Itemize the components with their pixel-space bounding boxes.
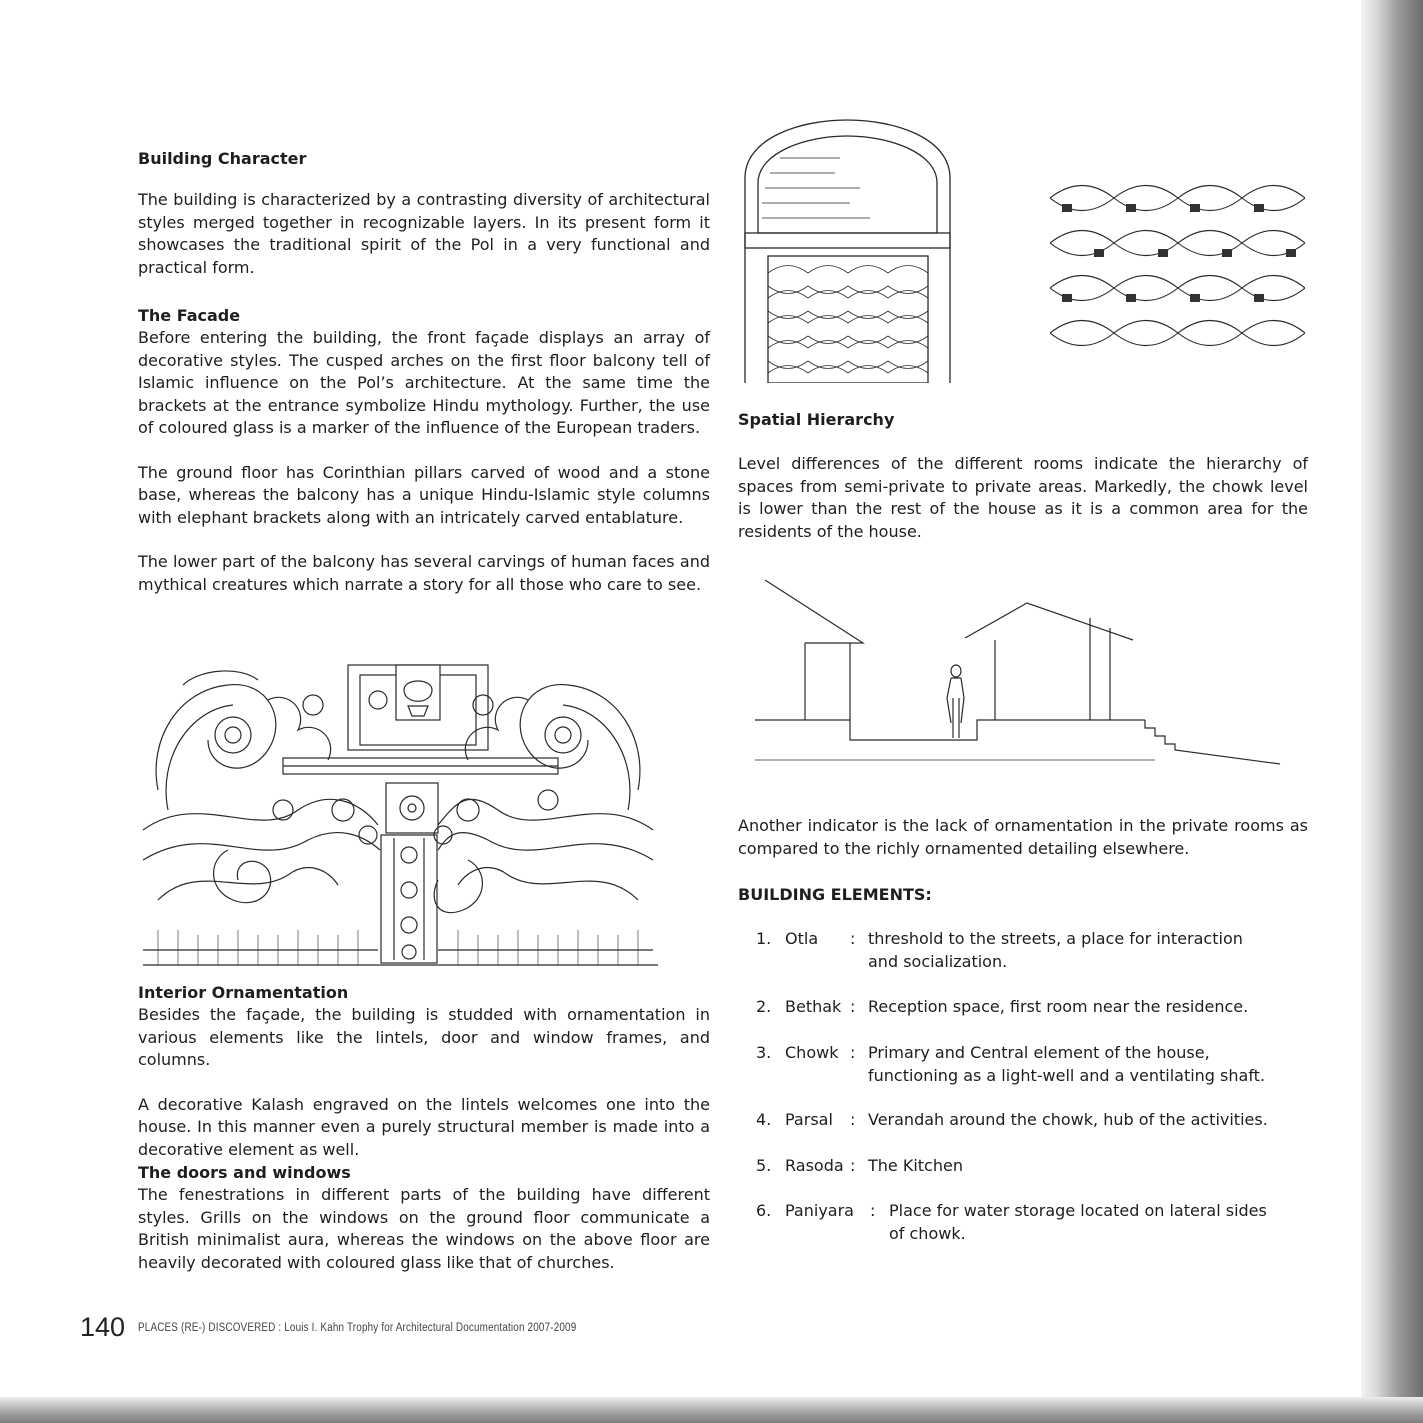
element-description-cont: of chowk. [889,1223,966,1243]
element-name: Paniyara [785,1201,854,1220]
doors-windows-section [138,1162,710,1274]
element-description: Place for water storage located on lateral sides [889,1201,1267,1220]
doors-heading: The doors and windows [138,1163,351,1182]
element-description: threshold to the streets, a place for interaction [868,929,1243,948]
element-description-cont: and socialization. [868,951,1008,971]
page-number: 140 [80,1312,126,1342]
element-separator: : [850,997,856,1016]
element-separator: : [870,1201,876,1220]
element-separator: : [850,1043,856,1062]
element-separator: : [850,1110,856,1129]
facade-paragraph-1: Before entering the building, the front façade displays an array of decorative styles. The cusped arches on the first floor balcony tell of Islamic influence on the Pol’s architecture. At the same time the brackets at the entrance symbolize Hindu mythology. Further, the use of coloured glass is a marker of the influence of the European traders. [138,328,710,437]
element-number: 6. [756,1201,772,1220]
interior-paragraph-2: A decorative Kalash engraved on the lintels welcomes one into the house. In this manner even a purely structural member is made into a decorative element as well. [138,1094,710,1159]
doors-paragraph: The fenestrations in different parts of the building have different styles. Grills on the windows on the ground floor communicate a British minimalist aura, whereas the windows on the above floor are heavily decorated with coloured glass like that of churches. [138,1185,710,1272]
facade-paragraph-2: The ground floor has Corinthian pillars carved of wood and a stone base, whereas the balcony has a unique Hindu-Islamic style columns with elephant brackets along with an intricately carved entablature. [138,462,710,527]
section-elevation-drawing [755,578,1285,783]
interior-paragraph-1: Besides the façade, the building is studded with ornamentation in various elements like the lintels, door and window frames, and columns. [138,1005,710,1069]
building-elements-heading: BUILDING ELEMENTS: [738,885,932,904]
interior-ornamentation-section [138,982,710,1161]
interior-heading: Interior Ornamentation [138,983,349,1002]
facade-heading: The Facade [138,306,241,325]
running-footer: PLACES (RE-) DISCOVERED : Louis I. Kahn Trophy for Architectural Documentation 2007-2009 [138,1322,577,1334]
building-character-text: The building is characterized by a contrasting diversity of architectural styles merged together in recognizable layers. In its present form it showcases the traditional spirit of the Pol in a very functional and practical form. [138,190,710,277]
spatial-paragraph-2: Another indicator is the lack of ornamentation in the private rooms as compared to the richly ornamented detailing elsewhere. [738,816,1308,858]
element-number: 1. [756,929,772,948]
spatial-paragraph-1: Level differences of the different rooms indicate the hierarchy of spaces from semi-private to private areas. Markedly, the chowk level is lower than the rest of the house as it is a common area for the residents of the house. [738,454,1308,541]
book-bottom-edge [0,1397,1423,1423]
element-number: 2. [756,997,772,1016]
building-elements-heading-wrap [738,884,1308,906]
ornamentation-indicator-section [738,815,1308,860]
element-name: Parsal [785,1110,833,1129]
facade-paragraph-3: The lower part of the balcony has several carvings of human faces and mythical creatures which narrate a story for all those who care to see. [138,552,710,594]
element-name: Rasoda [785,1156,844,1175]
building-character-section [138,148,710,279]
element-name: Chowk [785,1043,839,1062]
spatial-hierarchy-section [738,409,1308,543]
balcony-ornament-drawing [138,660,658,970]
element-separator: : [850,929,856,948]
element-name: Otla [785,929,819,948]
element-description: Reception space, first room near the residence. [868,997,1249,1016]
book-gutter-shadow [1361,0,1423,1423]
element-number: 5. [756,1156,772,1175]
building-character-heading: Building Character [138,149,307,168]
lattice-pattern-drawing [1050,178,1305,358]
spatial-heading: Spatial Hierarchy [738,410,895,429]
element-number: 4. [756,1110,772,1129]
element-description: The Kitchen [868,1156,963,1175]
element-description: Verandah around the chowk, hub of the activities. [868,1110,1268,1129]
element-description-cont: functioning as a light-well and a ventilating shaft. [868,1065,1266,1085]
element-description: Primary and Central element of the house, [868,1043,1210,1062]
element-separator: : [850,1156,856,1175]
element-number: 3. [756,1043,772,1062]
element-name: Bethak [785,997,842,1016]
facade-section [138,305,710,596]
arched-window-drawing [740,118,955,383]
